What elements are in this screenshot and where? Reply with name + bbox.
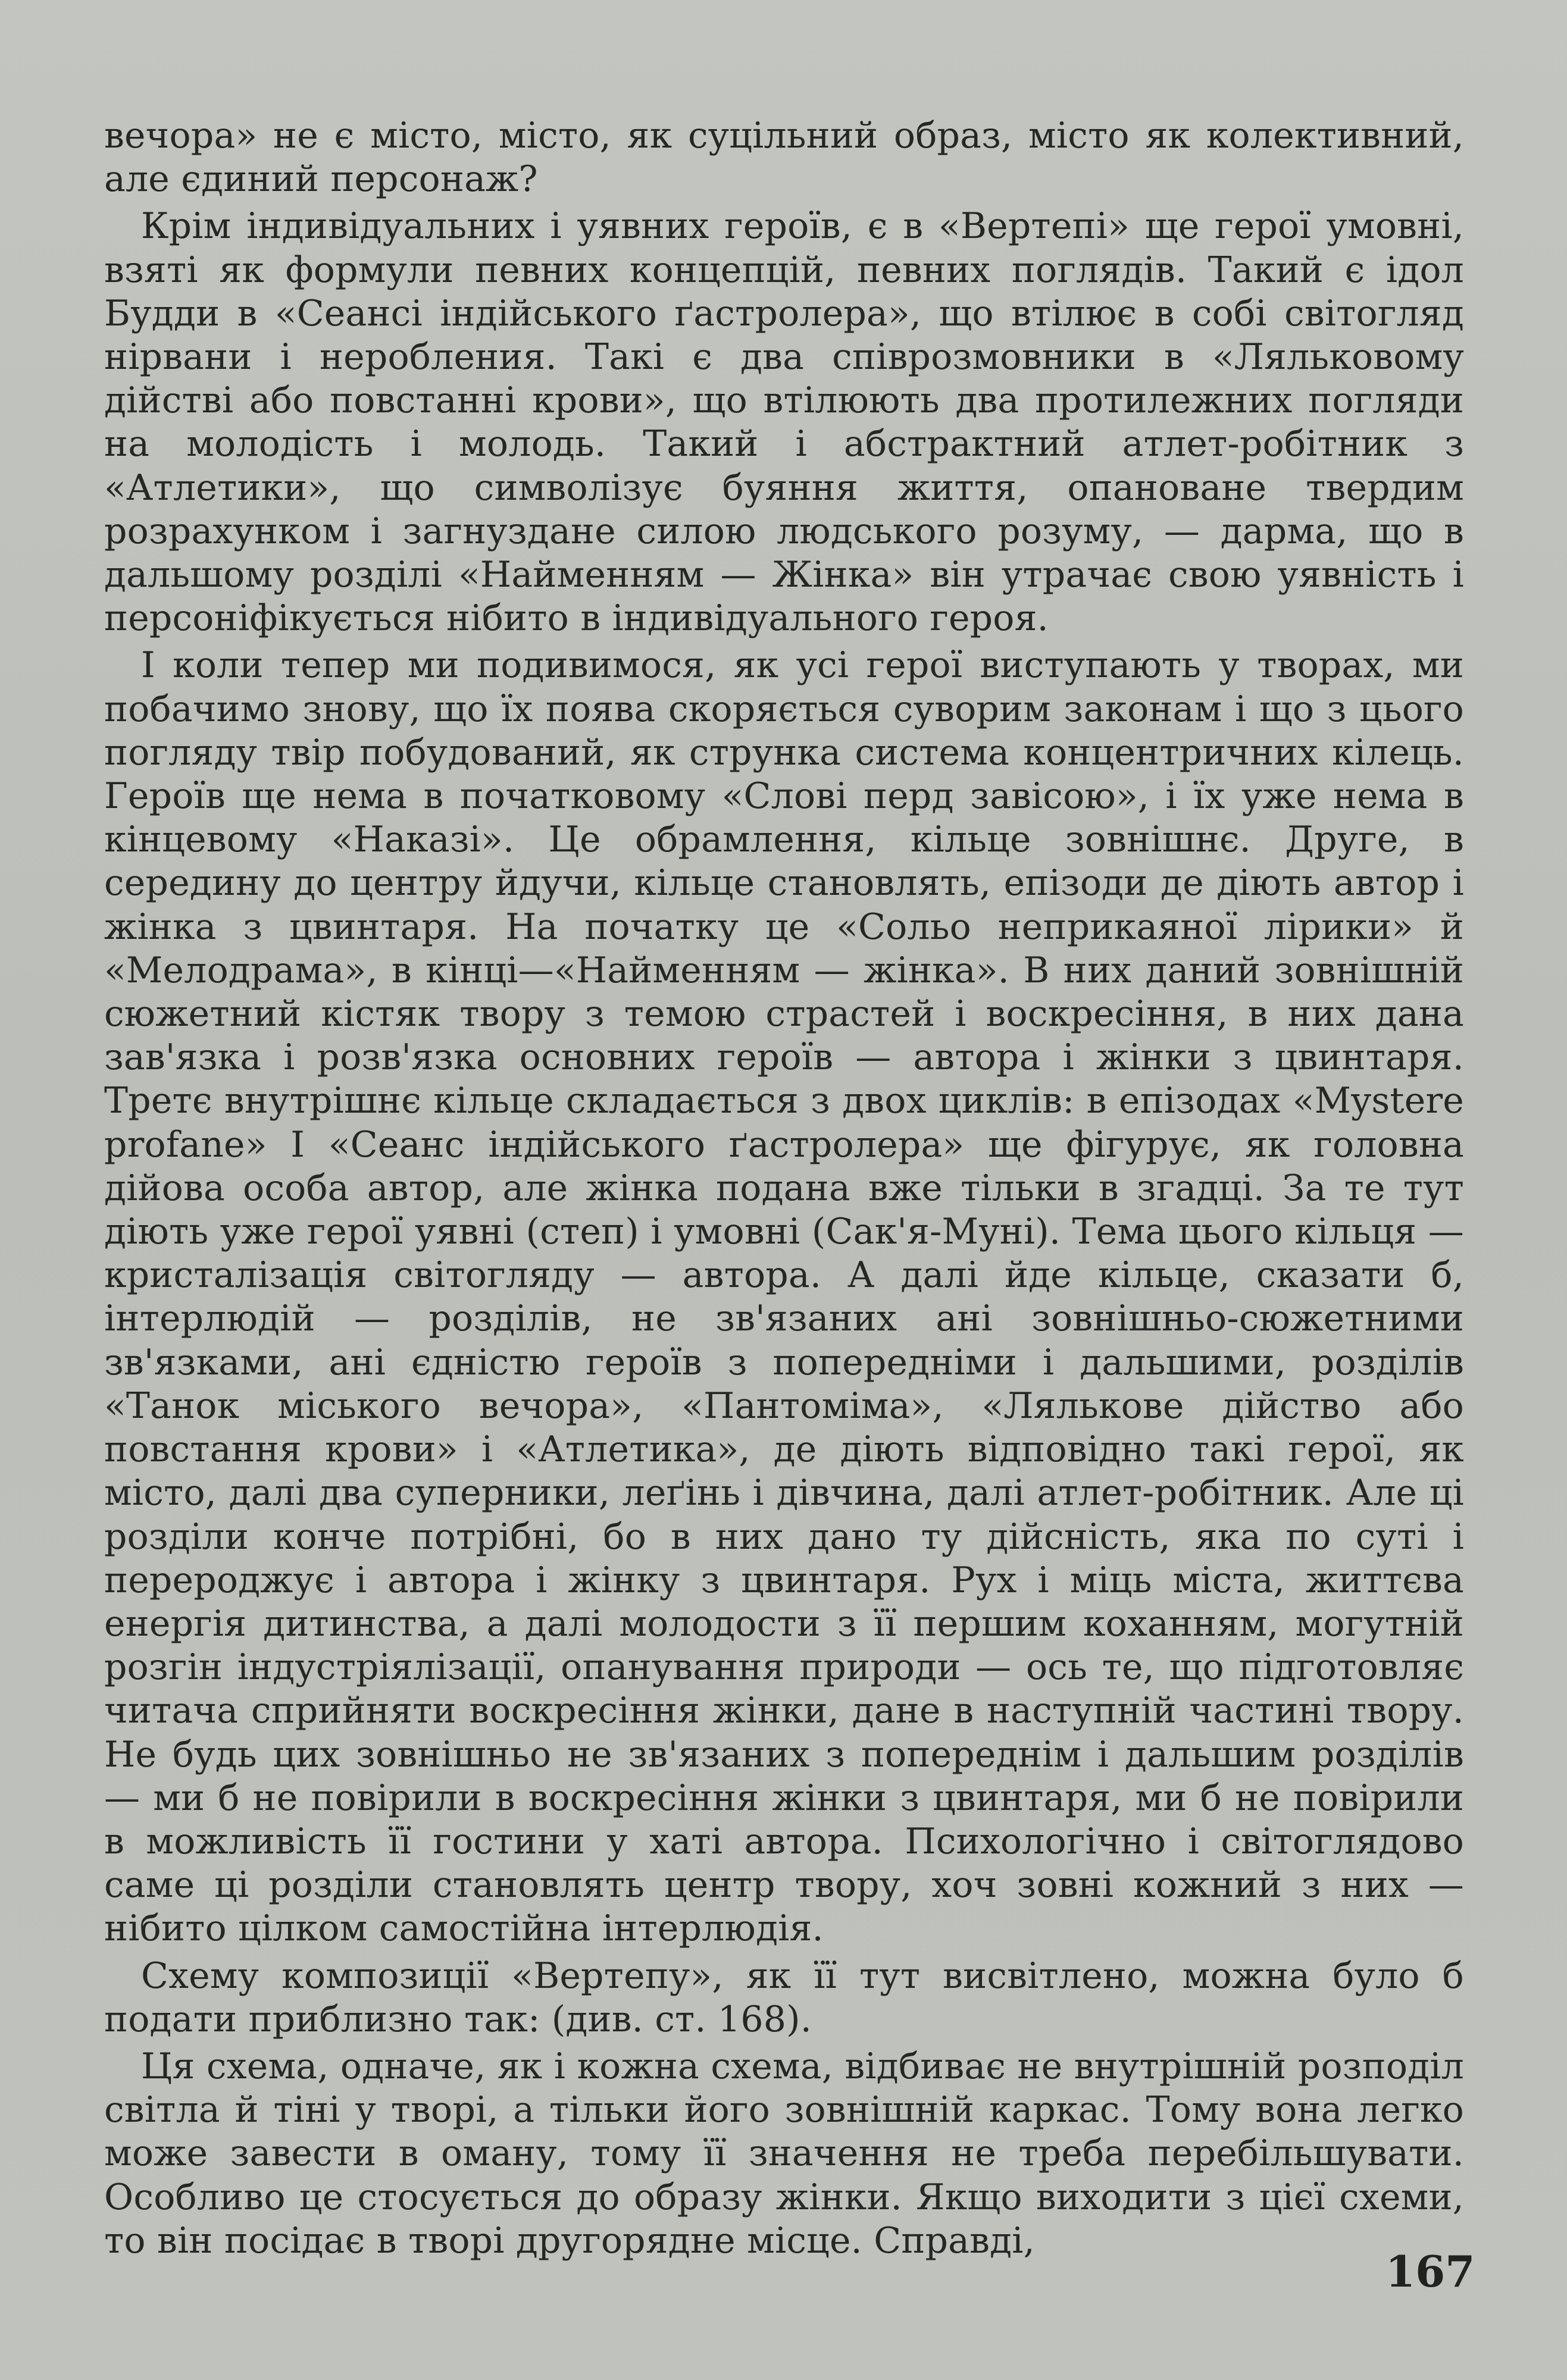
paragraph-conventional-heroes: Крім індивідуальних і уявних героїв, є в «Вертепі» ще герої умовні, взяті як формули певних концепцій, певних поглядів. Такий є ідол Будди в «Сеансі індійського ґастролера», що втілює в собі світогляд нірвани і неробления. Такі є два співрозмовники в «Ляльковому дійстві або повстанні крови», що втілюють два протилежних погляди на молодість і молодь. Такий і абстрактний атлет-робітник з «Атлетики», що символізує буяння життя, опановане твердим розрахунком і загнуздане силою людського розуму, — дарма, що в дальшому розділі «Найменням — Жінка» він утрачає свою уявність і персоніфікується нібито в індивідуального героя. bbox=[104, 205, 1464, 640]
paragraph-scheme-caveat: Ця схема, одначе, як і кожна схема, відбиває не внутрішній розподіл світла й тіні у творі, а тільки його зовнішній каркас. Тому вона легко може завести в оману, тому її значення не треба перебільшувати. Особливо це стосується до образу жінки. Якщо виходити з цієї схеми, то він посідає в творі другорядне місце. Справді, bbox=[104, 2045, 1464, 2262]
page-number: 167 bbox=[1385, 2246, 1475, 2297]
body-text bbox=[104, 114, 1464, 2263]
paragraph-composition-scheme: Схему композиції «Вертепу», як її тут висвітлено, можна було б подати приблизно так: (див. ст. 168). bbox=[104, 1955, 1464, 2040]
paragraph-continuation: вечора» не є місто, місто, як суцільний образ, місто як колективний, але єдиний персонаж? bbox=[104, 115, 1464, 201]
paragraph-concentric-rings: І коли тепер ми подивимося, як усі герої виступають у творах, ми побачимо знову, що їх поява скоряється суворим законам і що з цього погляду твір побудований, як струнка система концентричних кілець. Героїв ще нема в початковому «Слові перд завісою», і їх уже нема в кінцевому «Наказі». Це обрамлення, кільце зовнішнє. Друге, в середину до центру йдучи, кільце становлять, епізоди де діють автор і жінка з цвинтаря. На початку це «Сольо неприкаяної лірики» й «Мелодрама», в кінці—«Найменням — жінка». В них даний зовнішній сюжетний кістяк твору з темою страстей і воскресіння, в них дана зав'язка і розв'язка основних героїв — автора і жінки з цвинтаря. Третє внутрішнє кільце складається з двох циклів: в епізодах «Mystere profane» І «Сеанс індійського ґастролера» ще фігурує, як головна дійова особа автор, але жінка подана вже тільки в згадці. За те тут діють уже герої уявні (степ) і умовні (Сак'я-Муні). Тема цього кільця — кристалізація світогляду — автора. А далі йде кільце, сказати б, інтерлюдій — розділів, не зв'язаних ані зовнішньо-сюжетними зв'язками, ані єдністю героїв з попередніми і дальшими, розділів «Танок міського вечора», «Пантоміма», «Лялькове дійство або повстання крови» і «Атлетика», де діють відповідно такі герої, як місто, далі два суперники, леґінь і дівчина, далі атлет-робітник. Але ці розділи конче потрібні, бо в них дано ту дійсність, яка по суті і перероджує і автора і жінку з цвинтаря. Рух і міць міста, життєва енергія дитинства, а далі молодости з її першим коханням, могутній розгін індустріялізації, опанування природи — ось те, що підготовляє читача сприйняти воскресіння жінки, дане в наступній частині твору. Не будь цих зовнішньо не зв'язаних з попереднім і дальшим розділів — ми б не повірили в воскресіння жінки з цвинтаря, ми б не повірили в можливість її гостини у хаті автора. Психологічно і світоглядово саме ці розділи становлять центр твору, хоч зовні кожний з них — нібито цілком самостійна інтерлюдія. bbox=[104, 644, 1464, 1950]
